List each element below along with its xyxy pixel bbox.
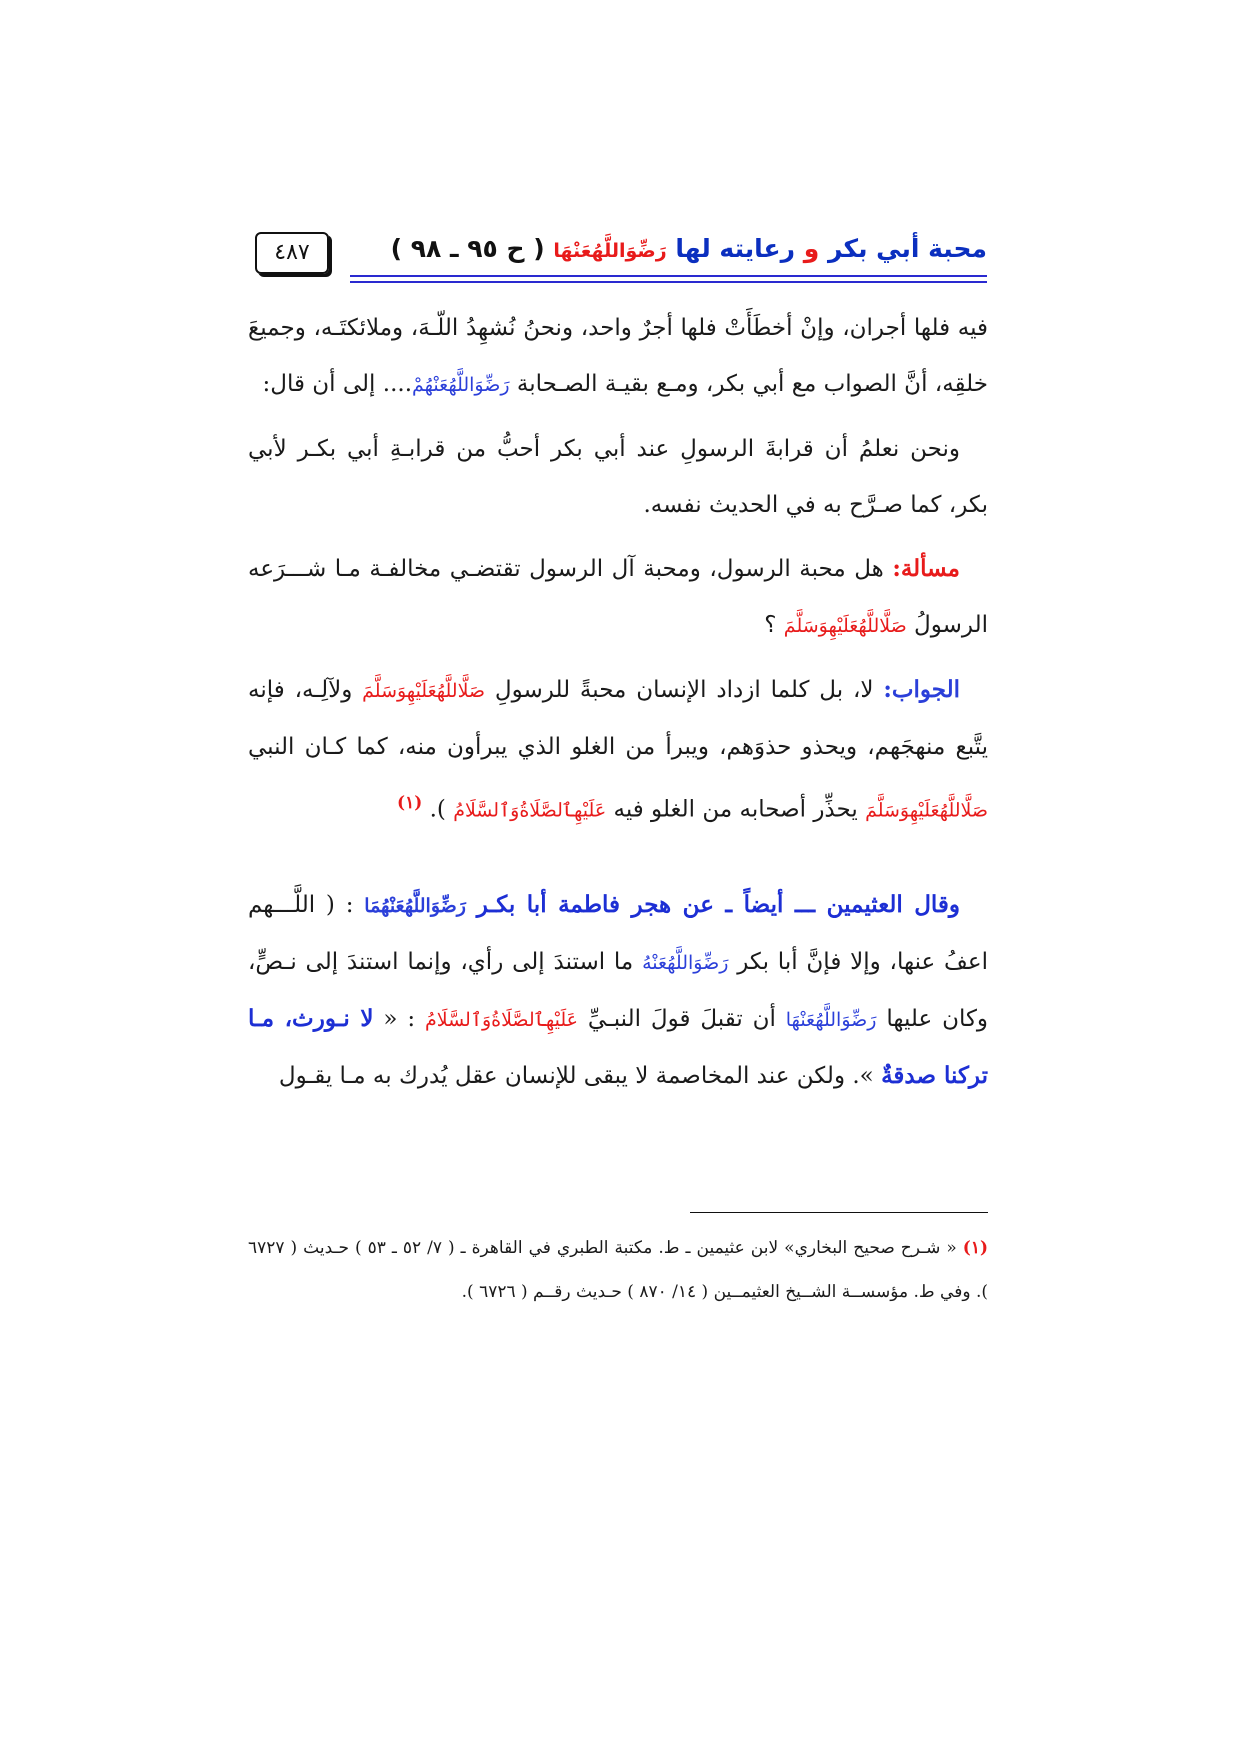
page-number: ٤٨٧: [255, 232, 329, 274]
honorific: صَلَّاللَّهُعَلَيْهِوَسَلَّمَ: [865, 799, 988, 822]
hadith-range: ( ح ٩٥ ـ ٩٨ ): [390, 234, 545, 263]
main-text: [248, 300, 988, 1112]
spacer: [248, 847, 988, 877]
chapter-title: [391, 234, 987, 263]
honorific: عَلَيْهِٱلصَّلَاةُوَٱلسَّلَامُ: [424, 1008, 578, 1031]
page-header: [255, 232, 987, 274]
text: ما استندَ إلى رأي، وإنما استندَ إلى نـصٍّ، وكان عليها: [248, 948, 989, 1032]
paragraph: [248, 541, 988, 654]
honorific: صَلَّاللَّهُعَلَيْهِوَسَلَّمَ: [783, 615, 907, 637]
question-label: مسألة:: [892, 555, 961, 582]
honorific: عَلَيْهِٱلصَّلَاةُوَٱلسَّلَامُ: [453, 799, 607, 822]
text: يحذِّر أصحابه من الغلو فيه: [613, 796, 858, 823]
honorific: رَضِّوَاللَّهُعَنْهَا: [785, 1008, 877, 1031]
honorific: رَضِّوَاللَّهُعَنْهَا: [553, 240, 667, 262]
text: فيه فلها أجران، وإنْ أخطَأَتْ فلها أجرٌ واحد، ونحنُ نُشهِدُ اللّـهَ، وملائكتَـه، وجميعَ خلقِه، أنَّ الصواب مع أبي بكر، ومـع بقيـة الصـحابة: [248, 315, 988, 397]
text: لا، بل كلما ازداد الإنسان محبةً للرسولِ: [494, 677, 874, 703]
text: ؟: [764, 612, 777, 638]
text: : «: [383, 1005, 416, 1032]
text: أن تقبلَ قولَ النبـيِّ: [587, 1005, 776, 1032]
honorific: رَضِّوَاللَّهُعَنْهُمَا: [364, 894, 466, 917]
footnotes: [248, 1226, 988, 1314]
honorific: صَلَّاللَّهُعَلَيْهِوَسَلَّمَ: [362, 680, 486, 702]
footnote-ref[interactable]: (١): [397, 793, 423, 813]
footnote-separator: [690, 1212, 988, 1213]
title-part: محبة أبي بكر: [828, 234, 987, 263]
text: هل محبة الرسول، ومحبة آل الرسول تقتضـي مخالفـة مـا شـــرَعه الرسولُ: [248, 556, 988, 638]
text: .... إلى أن قال:: [262, 371, 413, 397]
header-rule: [350, 275, 987, 277]
text: ونحن نعلمُ أن قرابةَ الرسولِ عند أبي بكر أحبُّ من قرابـةِ أبي بكـر لأبي بكر، كما صـرَّح به في الحديث نفسه.: [248, 436, 988, 518]
paragraph: [248, 662, 988, 839]
honorific: رَضِّوَاللَّهُعَنْهُمْ: [412, 374, 510, 396]
text: : ( اللَّـــهم اعفُ عنها، وإلا فإنَّ أبا بكر: [248, 891, 988, 975]
text: ).: [429, 796, 446, 823]
text: ولآلِـه، فإنه يتَّبع منهجَهم، ويحذو حذوَهم، ويبرأ من الغلو الذي يبرأون منه، كما كـان النبي: [248, 677, 988, 760]
footnote-text: « شـرح صحيح البخاري» لابن عثيمين ـ ط. مكتبة الطبري في القاهرة ـ ( ٧/ ٥٢ ـ ٥٣ ) حـديث ( ٦٧٢٧ ). وفي ط. مؤسســة الشــيخ العثيمــين ( ١٤/ ٨٧٠ ) حـديث رقــم ( ٦٧٢٦ ).: [248, 1238, 988, 1302]
honorific: رَضِّوَاللَّهُعَنْهُ: [642, 951, 729, 974]
text: وقال العثيمين ـــ أيضاً ـ عن هجر فاطمة أبا بكـر: [476, 890, 961, 918]
footnote-number: (١): [962, 1238, 988, 1258]
text: ». ولكن عند المخاصمة لا يبقى للإنسان عقل يُدرك به مـا يقـول: [278, 1062, 874, 1089]
paragraph: [248, 421, 988, 533]
header-rule: [350, 281, 987, 283]
paragraph: [248, 300, 988, 413]
title-part: رعايته لها: [675, 234, 796, 263]
hadith-quote: لا نـورث، مـا تركنا صدقةٌ: [248, 1004, 988, 1089]
answer-label: الجواب:: [883, 676, 960, 703]
paragraph: [248, 877, 988, 1104]
title-part: و: [803, 234, 820, 263]
